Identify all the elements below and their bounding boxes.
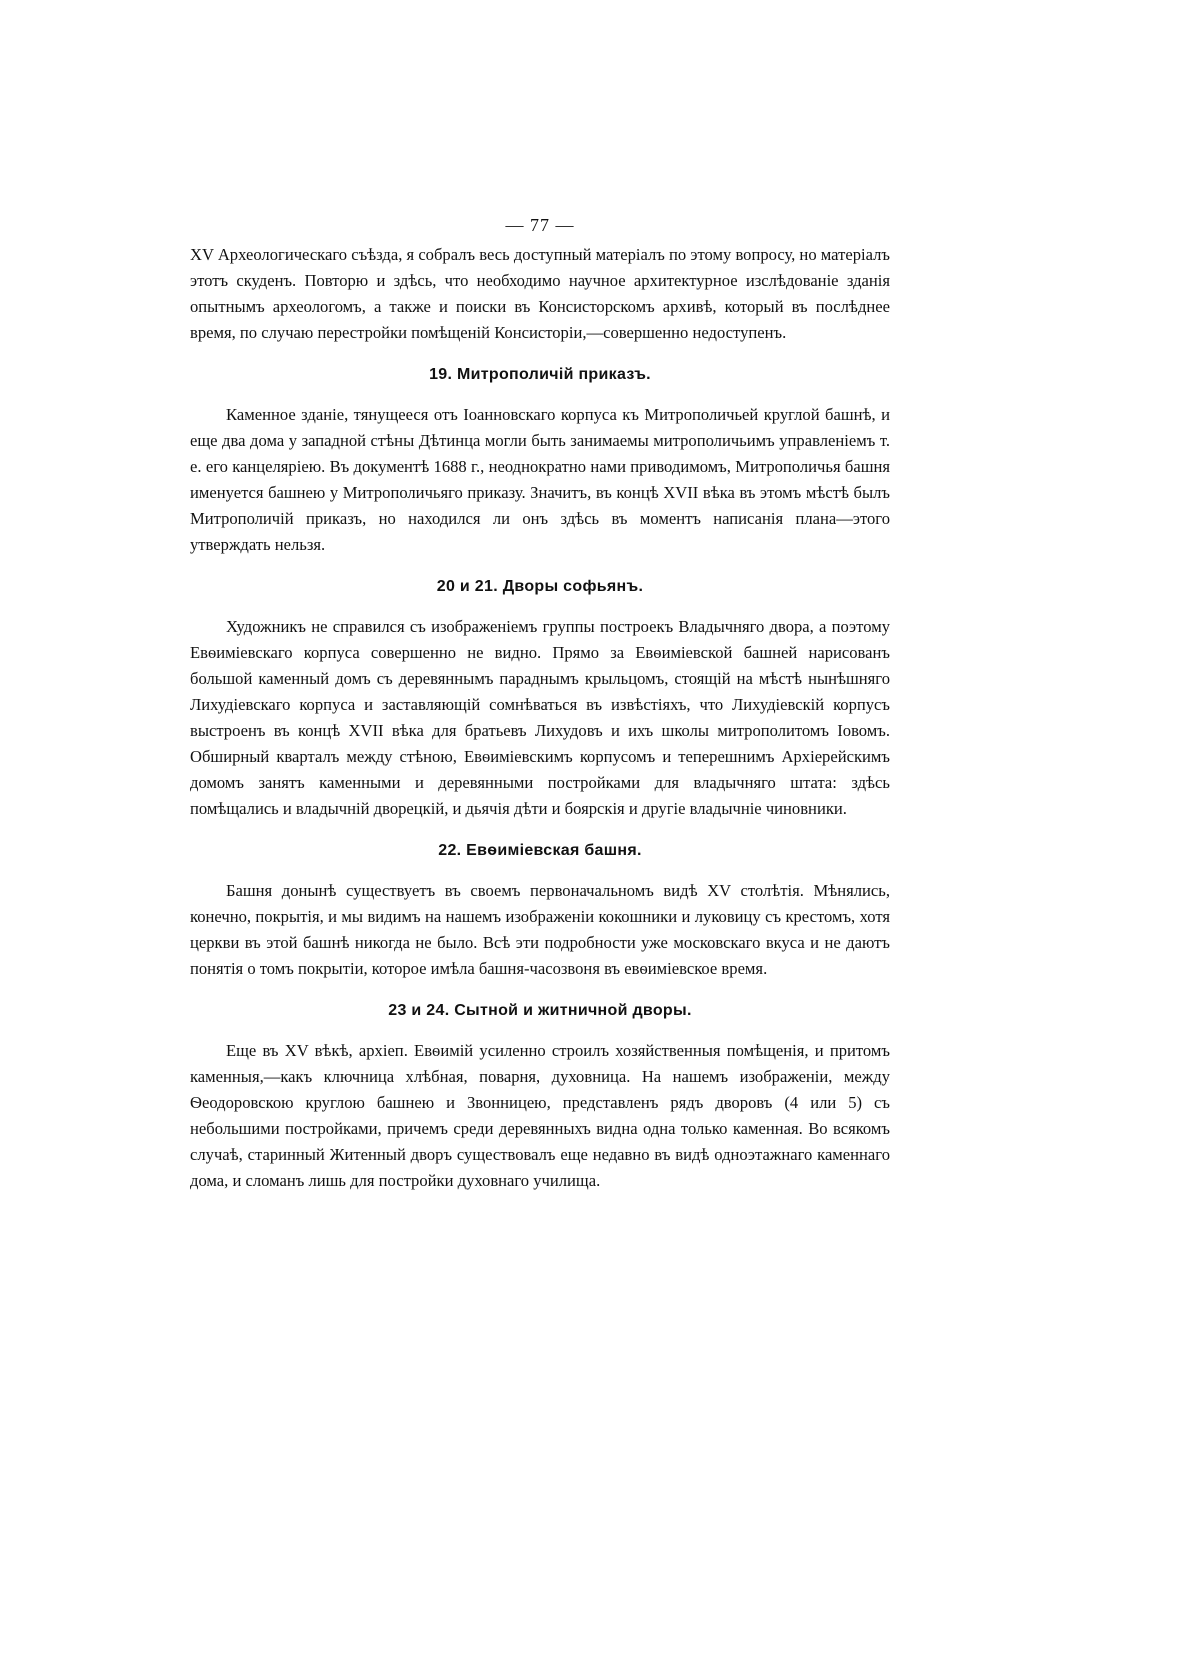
spacer [190, 558, 890, 578]
spacer [190, 822, 890, 842]
section-heading: 19. Митрополичій приказъ. [429, 366, 651, 383]
spacer [190, 1020, 890, 1038]
section-heading: 22. Евѳиміевская башня. [438, 842, 642, 859]
page-number: — 77 — [505, 215, 575, 235]
section-heading: 23 и 24. Сытной и житничной дворы. [388, 1002, 692, 1019]
paragraph: Башня донынѣ существуетъ въ своемъ первоначальномъ видѣ XV столѣтія. Мѣнялись, конечно, покрытія, и мы видимъ на нашемъ изображеніи кокошники и луковицу съ крестомъ, хотя церкви въ этой башнѣ никогда не было. Всѣ эти подробности уже московскаго вкуса и не даютъ понятія о томъ покрытіи, которое имѣла башня-часозвоня въ евѳиміевское время. [190, 881, 890, 978]
section-heading: 20 и 21. Дворы софьянъ. [436, 578, 644, 595]
spacer [190, 982, 890, 1002]
paragraph: Каменное зданіе, тянущееся отъ Іоанновскаго корпуса къ Митрополичьей круглой башнѣ, и еще два дома у западной стѣны Дѣтинца могли быть занимаемы митрополичьимъ управленіемъ т. е. его канцеляріею. Въ документѣ 1688 г., неоднократно нами приводимомъ, Митрополичья башня именуется башнею у Митрополичьяго приказу. Значитъ, въ концѣ XVII вѣка въ этомъ мѣстѣ былъ Митрополичій приказъ, но находился ли онъ здѣсь въ моментъ написанія плана—этого утверждать нельзя. [190, 405, 890, 554]
spacer [190, 384, 890, 402]
section-metropolitan-office [190, 366, 890, 558]
section-continuation [190, 242, 890, 346]
spacer [190, 860, 890, 878]
section-evfimiev-tower [190, 842, 890, 982]
spacer [190, 346, 890, 366]
paragraph: Еще въ XV вѣкѣ, архіеп. Евѳимій усиленно строилъ хозяйственныя помѣщенія, и притомъ каменныя,—какъ ключница хлѣбная, поварня, духовница. На нашемъ изображеніи, между Ѳеодоровскою круглою башнею и Звонницею, представленъ рядъ дворовъ (4 или 5) съ небольшими постройками, причемъ среди деревянныхъ видна одна только каменная. Во всякомъ случаѣ, старинный Житенный дворъ существовалъ еще недавно въ видѣ одноэтажнаго каменнаго дома, и сломанъ лишь для постройки духовнаго училища. [190, 1041, 890, 1190]
document-page [190, 208, 890, 1194]
section-food-granary-courts [190, 1002, 890, 1194]
paragraph: XV Археологическаго съѣзда, я собралъ весь доступный матеріалъ по этому вопросу, но матеріалъ этотъ скуденъ. Повторю и здѣсь, что необходимо научное архитектурное изслѣдованіе зданія опытнымъ археологомъ, а также и поиски въ Консисторскомъ архивѣ, который въ послѣднее время, по случаю перестройки помѣщеній Консисторіи,—совершенно недоступенъ. [190, 245, 890, 342]
paragraph: Художникъ не справился съ изображеніемъ группы построекъ Владычняго двора, а поэтому Евѳиміевскаго корпуса совершенно не видно. Прямо за Евѳиміевской башней нарисованъ большой каменный домъ съ деревяннымъ параднымъ крыльцомъ, стоящій на мѣстѣ нынѣшняго Лихудіевскаго корпуса и заставляющій сомнѣваться въ извѣстіяхъ, что Лихудіевскій корпусъ выстроенъ въ концѣ XVII вѣка для братьевъ Лихудовъ и ихъ школы митрополитомъ Іовомъ. Обширный кварталъ между стѣною, Евѳиміевскимъ корпусомъ и теперешнимъ Архіерейскимъ домомъ занятъ каменными и деревянными постройками для владычняго штата: здѣсь помѣщались и владычній дворецкій, и дьячія дѣти и боярскія и другіе владычніе чиновники. [190, 617, 890, 818]
spacer [190, 596, 890, 614]
section-courts-sofyan [190, 578, 890, 822]
